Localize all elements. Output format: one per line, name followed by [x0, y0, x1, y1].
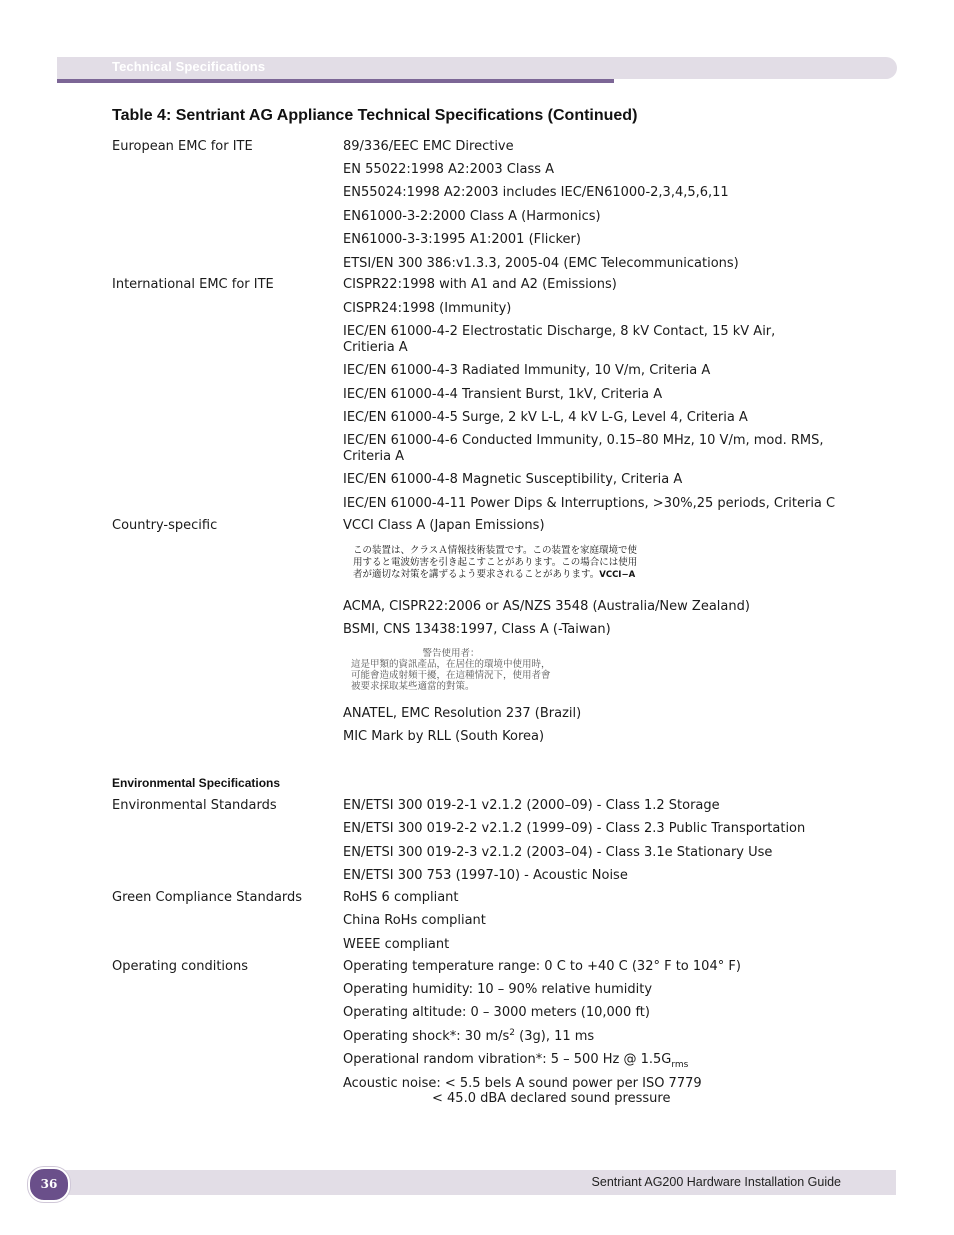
spec-value: CISPR22:1998 with A1 and A2 (Emissions)	[343, 277, 617, 292]
shock-text: Operating shock*: 30 m/s	[343, 1029, 510, 1044]
spec-value: EN/ETSI 300 019-2-3 v2.1.2 (2003–04) - Class 3.1e Stationary Use	[343, 845, 773, 860]
vcci-notice-image	[353, 545, 673, 581]
spec-value: ETSI/EN 300 386:v1.3.3, 2005-04 (EMC Telecommunications)	[343, 256, 739, 271]
bsmi-warning-title: 警告使用者：	[422, 648, 480, 659]
spec-value: 89/336/EEC EMC Directive	[343, 139, 514, 154]
spec-value-shock	[343, 1029, 594, 1045]
shock-exponent: 2	[509, 1028, 516, 1038]
table-title: Table 4: Sentriant AG Appliance Technical Specifications (Continued)	[112, 107, 638, 124]
spec-value: IEC/EN 61000-4-11 Power Dips & Interruptions, >30%,25 periods, Criteria C	[343, 496, 836, 511]
acoustic-noise-line-2: < 45.0 dBA declared sound pressure	[432, 1091, 671, 1106]
vcci-mark: VCCI−A	[599, 570, 636, 580]
spec-value-acoustic-noise: Acoustic noise: < 5.5 bels A sound power per ISO 7779	[343, 1076, 702, 1091]
spec-value-vibration	[343, 1052, 688, 1068]
environmental-section-heading: Environmental Specifications	[112, 776, 281, 790]
row-label-country-specific: Country-specific	[112, 518, 218, 533]
vibration-subscript: rms	[671, 1060, 689, 1070]
spec-value: CISPR24:1998 (Immunity)	[343, 301, 512, 316]
bsmi-warning-image	[351, 648, 573, 692]
spec-value-altitude: Operating altitude: 0 – 3000 meters (10,000 ft)	[343, 1005, 650, 1020]
spec-value: EN/ETSI 300 753 (1997-10) - Acoustic Noise	[343, 868, 628, 883]
spec-value: Critieria A	[343, 340, 408, 355]
vcci-notice-line: 者が適切な対策を講ずるよう要求されることがあります。	[353, 569, 600, 580]
vcci-notice-line: 用すると電波妨害を引き起こすことがあります。この場合には使用	[353, 557, 638, 568]
spec-value: EN61000-3-3:1995 A1:2001 (Flicker)	[343, 232, 581, 247]
bsmi-warning-line: 可能會造成射頻干擾，在這種情況下，使用者會	[351, 670, 551, 681]
shock-text-end: (3g), 11 ms	[515, 1029, 595, 1044]
running-header-title: Technical Specifications	[112, 59, 266, 74]
spec-value: IEC/EN 61000-4-5 Surge, 2 kV L-L, 4 kV L-G, Level 4, Criteria A	[343, 410, 748, 425]
footer-guide-title: Sentriant AG200 Hardware Installation Guide	[591, 1175, 841, 1189]
spec-value: EN/ETSI 300 019-2-2 v2.1.2 (1999–09) - Class 2.3 Public Transportation	[343, 821, 806, 836]
spec-value: RoHS 6 compliant	[343, 890, 459, 905]
row-label-international-emc: International EMC for ITE	[112, 277, 274, 292]
spec-value: IEC/EN 61000-4-3 Radiated Immunity, 10 V/m, Criteria A	[343, 363, 711, 378]
bsmi-warning-line: 這是甲類的資訊產品，在居住的環境中使用時，	[351, 659, 551, 670]
spec-value-temperature: Operating temperature range: 0 C to +40 C (32° F to 104° F)	[343, 959, 741, 974]
spec-value: WEEE compliant	[343, 937, 450, 952]
row-label-operating-conditions: Operating conditions	[112, 959, 249, 974]
spec-value: IEC/EN 61000-4-6 Conducted Immunity, 0.15–80 MHz, 10 V/m, mod. RMS,	[343, 433, 824, 448]
spec-value-humidity: Operating humidity: 10 – 90% relative humidity	[343, 982, 653, 997]
spec-value: EN61000-3-2:2000 Class A (Harmonics)	[343, 209, 601, 224]
spec-value: ANATEL, EMC Resolution 237 (Brazil)	[343, 706, 582, 721]
spec-value: IEC/EN 61000-4-4 Transient Burst, 1kV, Criteria A	[343, 387, 663, 402]
spec-value: IEC/EN 61000-4-8 Magnetic Susceptibility, Criteria A	[343, 472, 683, 487]
bsmi-warning-line: 被要求採取某些適當的對策。	[351, 681, 475, 692]
spec-value: China RoHs compliant	[343, 913, 486, 928]
page-number-badge: 36	[28, 1167, 70, 1202]
vcci-notice-line: この装置は、クラスＡ情報技術装置です。この装置を家庭環境で使	[353, 545, 637, 556]
spec-value: EN 55022:1998 A2:2003 Class A	[343, 162, 555, 177]
spec-value-acoustic-noise-2	[343, 1091, 670, 1107]
header-rule	[57, 79, 614, 83]
spec-value: EN55024:1998 A2:2003 includes IEC/EN61000-2,3,4,5,6,11	[343, 185, 729, 200]
spec-value: ACMA, CISPR22:2006 or AS/NZS 3548 (Australia/New Zealand)	[343, 599, 750, 614]
row-label-green-compliance: Green Compliance Standards	[112, 890, 303, 905]
row-label-environmental-standards: Environmental Standards	[112, 798, 277, 813]
spec-value: IEC/EN 61000-4-2 Electrostatic Discharge, 8 kV Contact, 15 kV Air,	[343, 324, 776, 339]
spec-value: VCCI Class A (Japan Emissions)	[343, 518, 545, 533]
row-label-european-emc: European EMC for ITE	[112, 139, 253, 154]
spec-value: MIC Mark by RLL (South Korea)	[343, 729, 545, 744]
spec-value: EN/ETSI 300 019-2-1 v2.1.2 (2000–09) - Class 1.2 Storage	[343, 798, 720, 813]
spec-value: Criteria A	[343, 449, 405, 464]
spec-value: BSMI, CNS 13438:1997, Class A (-Taiwan)	[343, 622, 611, 637]
vibration-text: Operational random vibration*: 5 – 500 Hz @ 1.5G	[343, 1052, 672, 1067]
